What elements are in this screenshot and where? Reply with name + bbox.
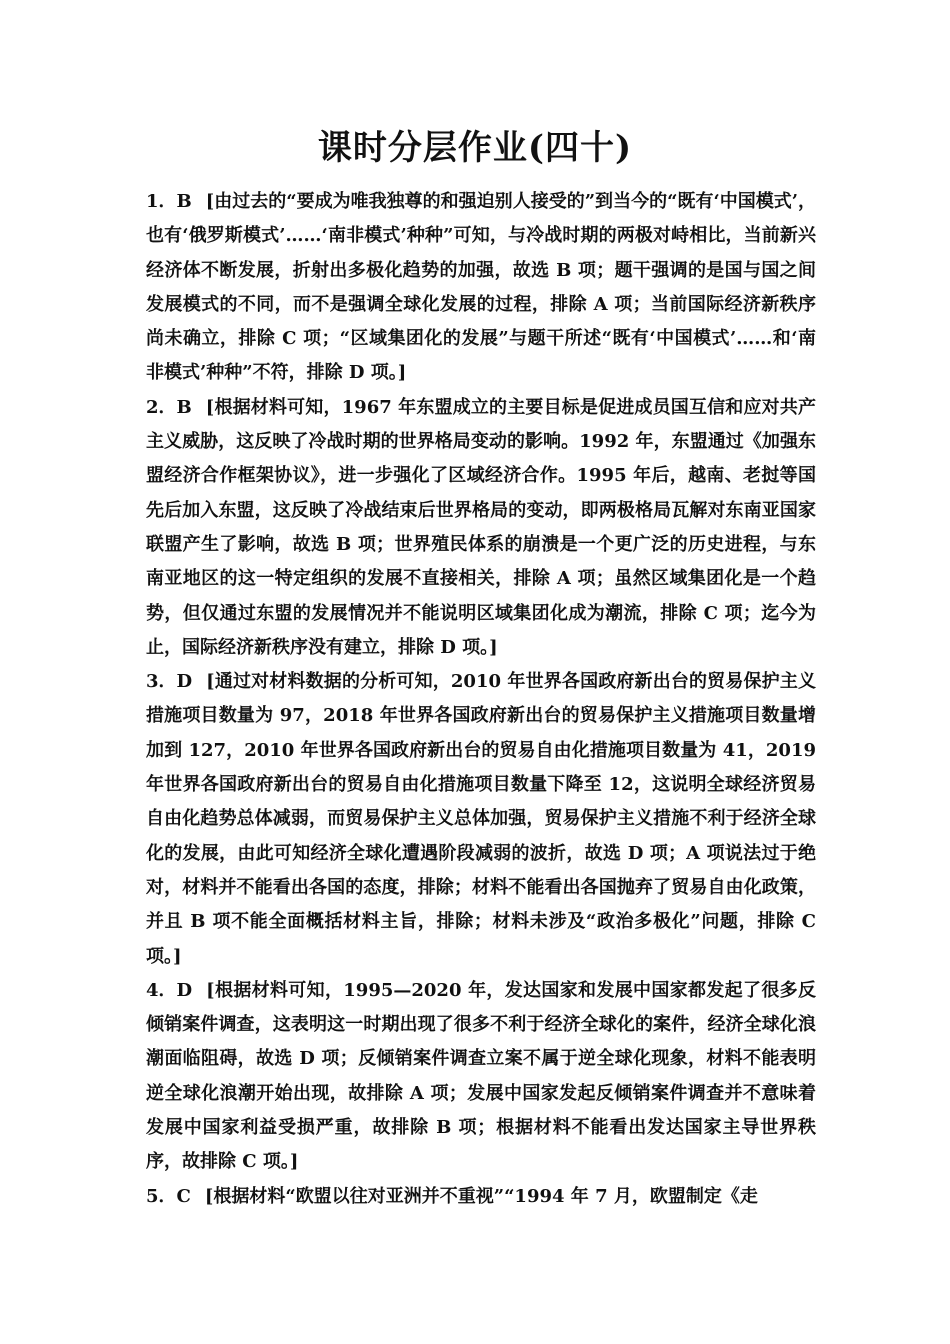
answer-explanation: [根据材料“欧盟以往对亚洲并不重视”“1994 年 7 月，欧盟制定《走 xyxy=(204,1185,758,1207)
answer-item xyxy=(146,665,816,974)
answer-number-choice: 4．D xyxy=(146,979,193,1001)
answer-number-choice: 5．C xyxy=(146,1185,191,1207)
answer-explanation: [通过对材料数据的分析可知，2010 年世界各国政府新出台的贸易保护主义措施项目数量为 97，2018 年世界各国政府新出台的贸易保护主义措施项目数量增加到 127，2010 年世界各国政府新出台的贸易自由化措施项目数量为 41，2019 年世界各国政府新出台的贸易自由化措施项目数量下降至 12，这说明全球经济贸易自由化趋势总体减弱，而贸易保护主义总体加强，贸易保护主义措施不利于经济全球化的发展，由此可知经济全球化遭遇阶段减弱的波折，故选 D 项；A 项说法过于绝对，材料并不能看出各国的态度，排除；材料不能看出各国抛弃了贸易自由化政策，并且 B 项不能全面概括材料主旨，排除；材料未涉及“政治多极化”问题，排除 C 项。] xyxy=(146,671,816,967)
answer-explanation: [由过去的“要成为唯我独尊的和强迫别人接受的”到当今的“既有‘中国模式’，也有‘俄罗斯模式’……‘南非模式’种种”可知，与冷战时期的两极对峙相比，当前新兴经济体不断发展，折射出多极化趋势的加强，故选 B 项；题干强调的是国与国之间发展模式的不同，而不是强调全球化发展的过程，排除 A 项；当前国际经济新秩序尚未确立，排除 C 项；“区域集团化的发展”与题干所述“既有‘中国模式’……和‘南非模式’种种”不符，排除 D 项。] xyxy=(146,191,816,384)
answer-item xyxy=(146,974,816,1180)
answer-item xyxy=(146,185,816,391)
answer-list xyxy=(146,185,816,1214)
answer-item xyxy=(146,1180,816,1214)
answer-explanation: [根据材料可知，1995—2020 年，发达国家和发展中国家都发起了很多反倾销案件调查，这表明这一时期出现了很多不利于经济全球化的案件，经济全球化浪潮面临阻碍，故选 D 项；反倾销案件调查立案不属于逆全球化现象，材料不能表明逆全球化浪潮开始出现，故排除 A 项；发展中国家发起反倾销案件调查并不意味着发展中国家利益受损严重，故排除 B 项；根据材料不能看出发达国家主导世界秩序，故排除 C 项。] xyxy=(146,979,816,1173)
answer-number-choice: 3．D xyxy=(146,671,193,693)
answer-number-choice: 1．B xyxy=(146,191,192,212)
answer-number-choice: 2．B xyxy=(146,396,192,418)
answer-item xyxy=(146,391,816,665)
answer-explanation: [根据材料可知，1967 年东盟成立的主要目标是促进成员国互信和应对共产主义威胁，这反映了冷战时期的世界格局变动的影响。1992 年，东盟通过《加强东盟经济合作框架协议》，进一步强化了区域经济合作。1995 年后，越南、老挝等国先后加入东盟，这反映了冷战结束后世界格局的变动，即两极格局瓦解对东南亚国家联盟产生了影响，故选 B 项；世界殖民体系的崩溃是一个更广泛的历史进程，与东南亚地区的这一特定组织的发展不直接相关，排除 A 项；虽然区域集团化是一个趋势，但仅通过东盟的发展情况并不能说明区域集团化成为潮流，排除 C 项；迄今为止，国际经济新秩序没有建立，排除 D 项。] xyxy=(146,396,816,658)
page-title: 课时分层作业(四十) xyxy=(317,128,633,168)
